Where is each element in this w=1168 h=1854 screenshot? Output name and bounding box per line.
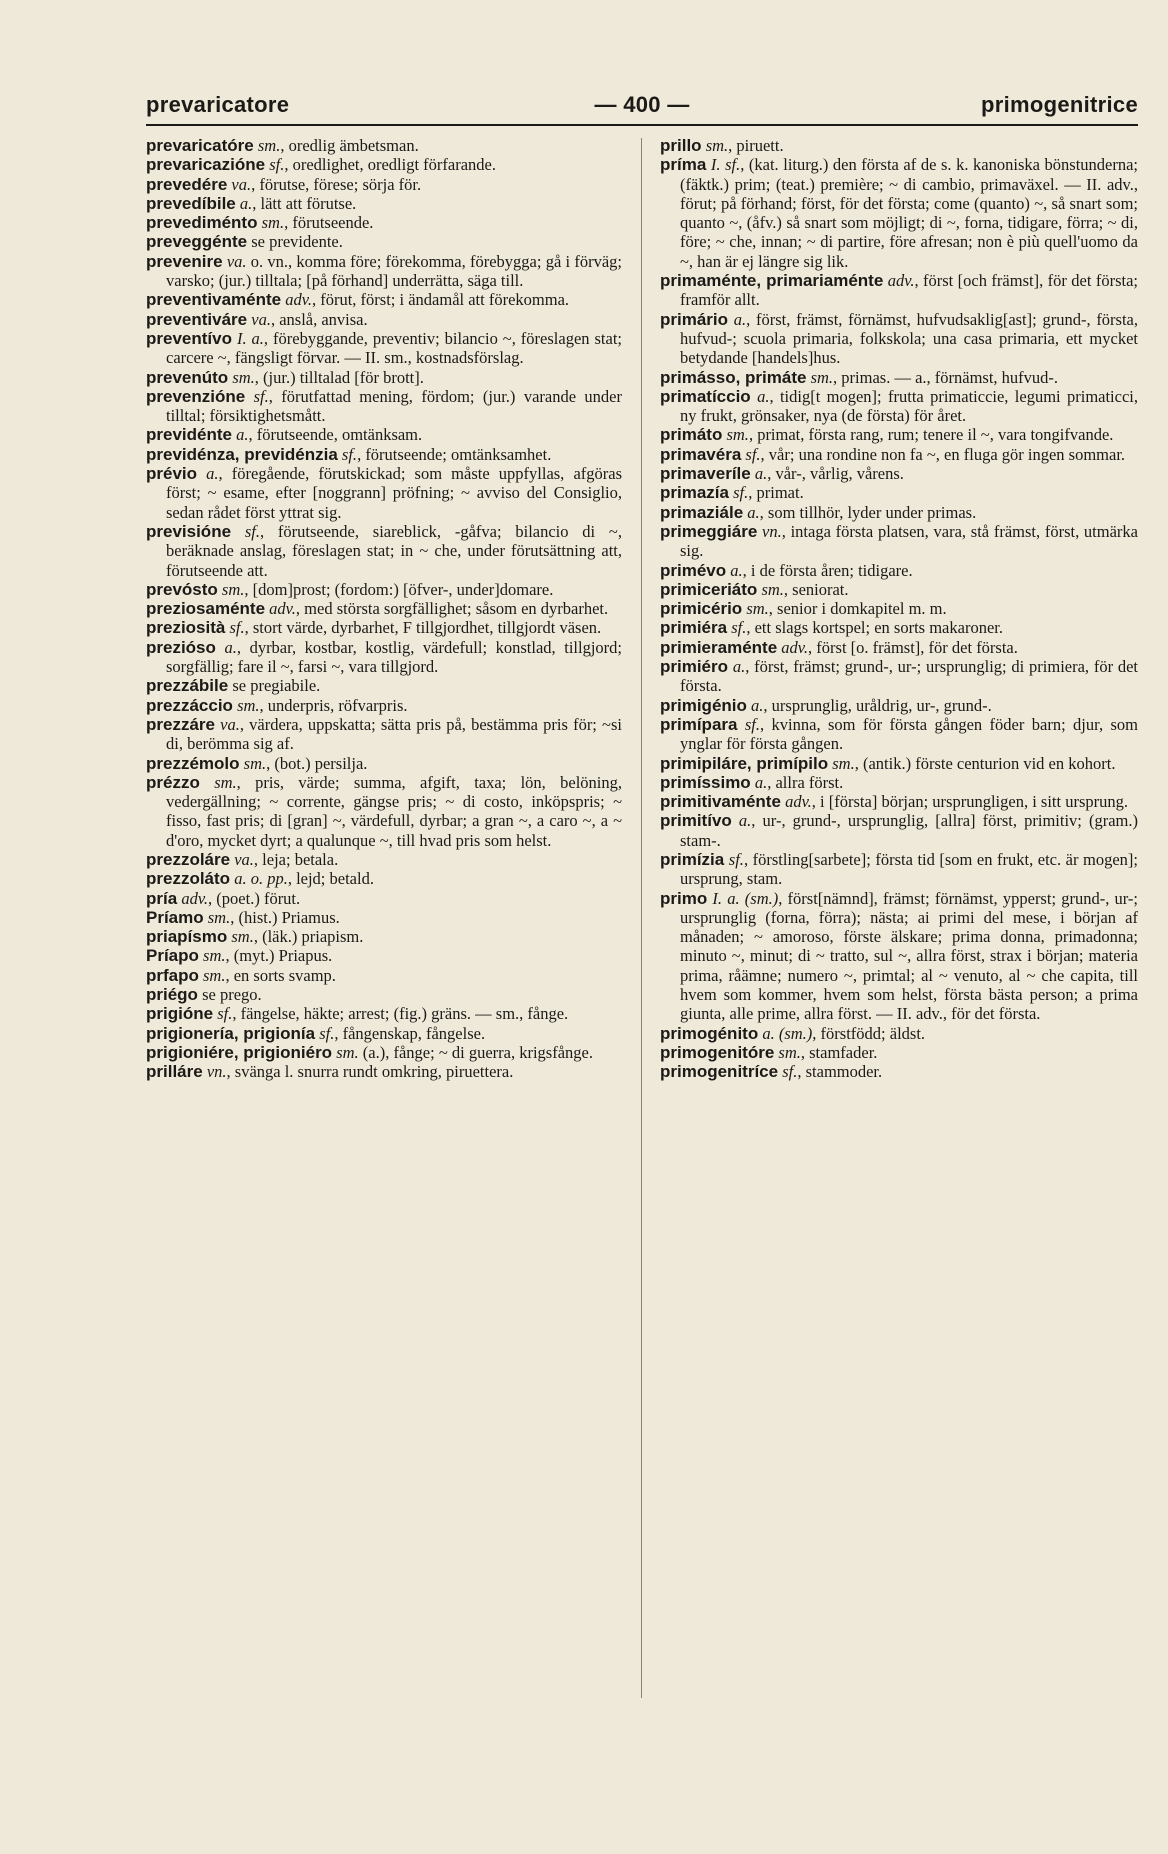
grammar-label: va.: [251, 309, 271, 329]
headword: primévo: [660, 560, 727, 580]
definition-text: , förutseende, omtänksam.: [248, 425, 423, 445]
left-column: [146, 136, 622, 1082]
headword: primásso, primáte: [660, 367, 807, 387]
definition-text: , seniorat.: [783, 579, 849, 599]
definition-text: , (poet.) förut.: [208, 888, 301, 908]
definition-text: , föregående, förutskickad; som måste uppfyllas, afgöras först; ~ esame, efter [noggrann] pröfning; ~ avviso del Consiglio, sedan rådet först yttrat sig.: [166, 464, 622, 522]
dictionary-entry: [146, 638, 622, 677]
dictionary-entry: [660, 1043, 1138, 1062]
grammar-label: a.: [738, 811, 752, 831]
definition-text: , först [o. främst], för det första.: [808, 637, 1018, 657]
dictionary-entry: [146, 522, 622, 580]
definition-text: , svänga l. snurra rundt omkring, piruettera.: [226, 1062, 514, 1082]
definition-text: , (läk.) priapism.: [253, 927, 364, 947]
grammar-label: sm.: [237, 695, 260, 715]
grammar-label: sm.: [832, 753, 855, 773]
headword: preziosità: [146, 618, 226, 638]
definition-text: , först[nämnd], främst; förnämst, ypperst; grund-, ur-; ursprunglig (forna, förra); nästa; ai primi del mese, i början af månaden; ~ amoroso, förste älskare; prima donna, primadonna; minuto ~, minut; di ~ tratto, sul ~, allra först, strax i början; materia prima, råämne; numero ~, primtal; al ~ venuto, al ~ che capita, till hvem som kommer, hvem som helst, första bästa person; a prima giunta, alle prime, allra först. — II. adv., för det första.: [680, 888, 1138, 1024]
dictionary-entry: [660, 696, 1138, 715]
grammar-label: adv.: [181, 888, 209, 908]
grammar-label: a.: [754, 464, 768, 484]
dictionary-entry: [146, 908, 622, 927]
dictionary-entry: [146, 155, 622, 174]
headword: previdénte: [146, 425, 232, 445]
grammar-label: a.: [206, 464, 219, 484]
definition-text: , [dom]prost; (fordom:) [öfver-, under]domare.: [244, 579, 554, 599]
definition-text: , som tillhör, lyder under primas.: [759, 502, 977, 522]
headword: primaveríle: [660, 464, 751, 484]
headword: primiceriáto: [660, 579, 758, 599]
definition-text: , i [första] början; ursprungligen, i sitt ursprung.: [811, 792, 1128, 812]
grammar-label: adv.: [781, 637, 809, 657]
dictionary-entry: [146, 213, 622, 232]
grammar-label: sm.: [243, 753, 267, 773]
dictionary-entry: [146, 1024, 622, 1043]
headword: preventiváre: [146, 309, 248, 329]
definition-text: , förutseende.: [284, 213, 374, 233]
grammar-label: vn.: [206, 1062, 227, 1082]
grammar-label: adv.: [285, 290, 312, 310]
headword: primipiláre, primípilo: [660, 753, 829, 773]
dictionary-entry: [146, 290, 622, 309]
dictionary-entry: [146, 618, 622, 637]
headword: previsióne: [146, 521, 232, 541]
dictionary-entry: [660, 503, 1138, 522]
definition-text: , fångenskap, fångelse.: [334, 1023, 486, 1043]
dictionary-entry: [660, 387, 1138, 426]
header-left-catchword: prevaricatore: [146, 92, 290, 117]
grammar-label: a.: [224, 637, 237, 657]
headword: primário: [660, 309, 729, 329]
definition-text: , (myt.) Priapus.: [225, 946, 333, 966]
dictionary-entry: [660, 657, 1138, 696]
dictionary-entry: [660, 271, 1138, 310]
dictionary-entry: [146, 1043, 622, 1062]
grammar-label: sm.: [221, 579, 245, 599]
definition-text: , anslå, anvisa.: [270, 309, 368, 329]
grammar-label: sm.: [203, 946, 226, 966]
headword: prigioniére, prigioniéro: [146, 1042, 333, 1062]
headword: prézzo: [146, 772, 200, 792]
dictionary-entry: [660, 136, 1138, 155]
page-number: — 400 —: [594, 92, 690, 117]
headword: priapísmo: [146, 927, 228, 947]
grammar-label: a.: [239, 193, 253, 213]
headword: prevedére: [146, 174, 228, 194]
headword: prigionería, prigionía: [146, 1023, 316, 1043]
headword: prevediménto: [146, 213, 258, 233]
dictionary-entry: [146, 445, 622, 464]
grammar-label: a.: [730, 560, 743, 580]
definition-text: , dyrbar, kostbar, kostlig, värdefull; konstlad, tillgjord; sorgfällig; fare il ~, farsi ~, vara tillgjord.: [166, 637, 622, 677]
dictionary-entry: [660, 580, 1138, 599]
dictionary-entry: [146, 310, 622, 329]
grammar-label: a.: [732, 657, 746, 677]
definition-text: , med största sorgfällighet; såsom en dyrbarhet.: [295, 599, 609, 619]
grammar-label: sf.: [728, 849, 744, 869]
grammar-label: a.: [747, 502, 760, 522]
headword: prezzáre: [146, 714, 215, 734]
grammar-label: a.: [757, 386, 770, 406]
dictionary-entry: [146, 329, 622, 368]
dictionary-entry: [146, 715, 622, 754]
dictionary-entry: [660, 1062, 1138, 1081]
headword: primogénito: [660, 1023, 759, 1043]
grammar-label: vn.: [762, 521, 782, 541]
headword: prevedíbile: [146, 193, 236, 213]
dictionary-entry: [146, 368, 622, 387]
dictionary-entry: [146, 889, 622, 908]
grammar-label: I. a.: [236, 328, 264, 348]
headword: prezzoláto: [146, 869, 231, 889]
grammar-label: adv.: [887, 271, 915, 291]
headword: primogenitóre: [660, 1042, 775, 1062]
grammar-label: sf.: [244, 521, 260, 541]
headword: prezzémolo: [146, 753, 240, 773]
dictionary-entry: [660, 754, 1138, 773]
headword: primípara: [660, 714, 738, 734]
definition-text: , stammoder.: [797, 1062, 883, 1082]
dictionary-entry: [660, 850, 1138, 889]
headword: primavéra: [660, 444, 742, 464]
dictionary-entry: [660, 773, 1138, 792]
headword: prevenire: [146, 251, 223, 271]
definition-text: , primat, första rang, rum; tenere il ~, vara tongifvande.: [748, 425, 1114, 445]
grammar-label: sm.: [726, 425, 749, 445]
definition-text: , värdera, uppskatta; sätta pris på, bestämma pris för; ~si di, berömma sig af.: [166, 714, 622, 754]
grammar-label: sf.: [733, 483, 749, 503]
headword: primicério: [660, 599, 743, 619]
headword: prezióso: [146, 637, 216, 657]
definition-text: , i de första åren; tidigare.: [742, 560, 913, 580]
grammar-label: sf.: [319, 1023, 335, 1043]
grammar-label: sm.: [746, 599, 769, 619]
definition-text: , oredlighet, oredligt förfarande.: [284, 155, 496, 175]
headword: primazía: [660, 483, 729, 503]
grammar-label: sm.: [231, 927, 254, 947]
headword: prévio: [146, 464, 198, 484]
dictionary-entry: [146, 696, 622, 715]
dictionary-entry: [146, 985, 622, 1004]
definition-text: , vår; una rondine non fa ~, en fluga gör ingen sommar.: [760, 444, 1126, 464]
definition-text: , (antik.) förste centurion vid en kohort.: [854, 753, 1116, 773]
dictionary-entry: [660, 445, 1138, 464]
dictionary-entry: [660, 155, 1138, 271]
dictionary-entry: [660, 368, 1138, 387]
definition-text: , ursprunglig, uråldrig, ur-, grund-.: [763, 695, 992, 715]
dictionary-entry: [146, 1004, 622, 1023]
grammar-label: a.: [754, 772, 768, 792]
definition-text: o. vn., komma före; förekomma, förebygga; gå i förväg; varsko; (jur.) tilltala; [på förhand] underrätta, säga till.: [166, 251, 623, 291]
definition-text: , stort värde, dyrbarhet, F tillgjordhet, tillgjordt väsen.: [244, 618, 602, 638]
headword: primiéro: [660, 657, 729, 677]
definition-text: , (hist.) Priamus.: [230, 907, 340, 927]
dictionary-entry: [660, 889, 1138, 1024]
definition-text: , piruett.: [728, 136, 784, 155]
dictionary-entry: [146, 773, 622, 850]
headword: primatíccio: [660, 386, 751, 406]
headword: primieraménte: [660, 637, 778, 657]
definition-text: , allra först.: [767, 772, 844, 792]
headword: preveggénte: [146, 232, 248, 252]
definition-text: , leja; betala.: [253, 849, 339, 869]
headword: primitivaménte: [660, 792, 781, 812]
dictionary-entry: [660, 618, 1138, 637]
definition-text: , förutseende, siareblick, -gåfva; bilancio di ~, beräknade anslag, föreslagen stat; in ~ che, under förutsättning att, förutseende att.: [166, 521, 622, 580]
grammar-label: a.: [733, 309, 747, 329]
grammar-label: adv.: [785, 792, 812, 812]
definition-text: se previdente.: [247, 232, 343, 252]
headword: previdénza, previdénzia: [146, 444, 338, 464]
definition-text: , förut, först; i ändamål att förekomma.: [311, 290, 570, 310]
headword: prevósto: [146, 579, 218, 599]
dictionary-entry: [146, 387, 622, 426]
definition-text: , förebyggande, preventiv; bilancio ~, föreslagen stat; carcere ~, fängsligt förvar. — II. sm., kostnadsförslag.: [166, 328, 622, 368]
grammar-label: sf.: [745, 444, 761, 464]
grammar-label: sm.: [810, 367, 834, 387]
grammar-label: a.: [751, 695, 764, 715]
dictionary-entry: [660, 483, 1138, 502]
headword: prilláre: [146, 1062, 203, 1082]
dictionary-entry: [146, 1062, 622, 1081]
headword: prezzoláre: [146, 849, 231, 869]
headword: prevenzióne: [146, 386, 246, 406]
headword: príma: [660, 155, 707, 175]
definition-text: , underpris, röfvarpris.: [259, 695, 408, 715]
grammar-label: I. sf.: [710, 155, 741, 175]
headword: primiéra: [660, 618, 728, 638]
header-rule: [146, 124, 1138, 126]
definition-text: , oredlig ämbetsman.: [280, 136, 419, 155]
dictionary-entry: [660, 599, 1138, 618]
dictionary-entry: [660, 425, 1138, 444]
grammar-label: sm.: [257, 136, 281, 155]
column-divider: [641, 138, 642, 1698]
dictionary-entry: [146, 966, 622, 985]
definition-text: , ett slags kortspel; en sorts makaroner.: [746, 618, 1003, 638]
headword: primíssimo: [660, 772, 751, 792]
definition-text: , pris, värde; summa, afgift, taxa; lön, belöning, vedergällning; ~ corrente, gängse pris; ~ di costo, inköpspris; ~ fisso, fast pris; di [gran] ~, värdefull, dyrbar; a gran ~, a caro ~, a ~ d'oro, mycket dyrt; a qualunque ~, till hvad pris som helst.: [166, 772, 623, 850]
definition-text: , (jur.) tilltalad [för brott].: [254, 367, 424, 387]
grammar-label: adv.: [269, 599, 296, 619]
headword: prevenúto: [146, 367, 229, 387]
grammar-label: sf.: [744, 714, 761, 734]
headword: prigióne: [146, 1004, 214, 1024]
headword: primogenitríce: [660, 1062, 779, 1082]
dictionary-entry: [660, 638, 1138, 657]
definition-text: , senior i domkapitel m. m.: [768, 599, 947, 619]
headword: preventívo: [146, 328, 232, 348]
headword: primigénio: [660, 695, 747, 715]
headword: pría: [146, 888, 178, 908]
headword: prfapo: [146, 965, 199, 985]
definition-text: , förutfattad mening, fördom; (jur.) varande under tilltal; försiktighetsmått.: [166, 386, 622, 426]
grammar-label: sf.: [253, 386, 269, 406]
definition-text: (a.), fånge; ~ di guerra, krigsfånge.: [358, 1042, 593, 1062]
dictionary-entry: [146, 232, 622, 251]
definition-text: , lätt att förutse.: [252, 193, 357, 213]
headword: prevaricatóre: [146, 136, 254, 155]
dictionary-entry: [146, 869, 622, 888]
headword: prillo: [660, 136, 702, 155]
headword: primízia: [660, 849, 725, 869]
grammar-label: I. a. (sm.): [712, 888, 779, 908]
grammar-label: sm.: [778, 1042, 801, 1062]
headword: prezzábile: [146, 676, 229, 696]
definition-text: , förutseende; omtänksamhet.: [357, 444, 552, 464]
grammar-label: va.: [234, 849, 254, 869]
grammar-label: sf.: [782, 1062, 798, 1082]
definition-text: , först, främst; grund-, ur-; ursprunglig; di primiera, för det första.: [680, 657, 1139, 696]
headword: primáto: [660, 425, 723, 445]
definition-text: se prego.: [197, 985, 262, 1005]
definition-text: , tidig[t mogen]; frutta primaticcie, legumi primaticci, ny frukt, grönsaker, nya (de första) för året.: [680, 386, 1138, 426]
definition-text: , stamfader.: [800, 1042, 878, 1062]
dictionary-entry: [146, 425, 622, 444]
headword: preventivaménte: [146, 290, 282, 310]
definition-text: , intaga första platsen, vara, stå främst, först, utmärka sig.: [680, 521, 1138, 561]
dictionary-entry: [146, 927, 622, 946]
grammar-label: sf.: [217, 1004, 233, 1024]
definition-text: , först, främst, förnämst, hufvudsaklig[ast]; grund-, första, hufvud-; scuola primaria, folkskola; una casa primaria, ett mycket betydande [handels]hus.: [680, 309, 1139, 368]
headword: primo: [660, 888, 708, 908]
headword: primeggiáre: [660, 521, 758, 541]
headword: priégo: [146, 985, 198, 1005]
dictionary-entry: [660, 561, 1138, 580]
grammar-label: sm.: [232, 367, 255, 387]
grammar-label: sm.: [336, 1042, 359, 1062]
dictionary-entry: [660, 464, 1138, 483]
grammar-label: sm.: [214, 772, 237, 792]
grammar-label: sf.: [341, 444, 358, 464]
definition-text: , kvinna, som för första gången föder barn; djur, som ynglar för första gången.: [680, 714, 1138, 754]
dictionary-entry: [660, 715, 1138, 754]
definition-text: , ur-, grund-, ursprunglig, [allra] först, primitiv; (gram.) stam-.: [680, 811, 1139, 850]
grammar-label: sf.: [269, 155, 285, 175]
definition-text: se pregiabile.: [228, 676, 321, 696]
headword: prezzáccio: [146, 695, 233, 715]
definition-text: , (bot.) persilja.: [266, 753, 368, 773]
definition-text: , förstfödd; äldst.: [812, 1023, 926, 1043]
running-head: [146, 92, 1138, 128]
grammar-label: sf.: [229, 618, 245, 638]
definition-text: , (kat. liturg.) den första af de s. k. kanoniska bönstunderna; (fäktk.) prim; (teat.) première; ~ di cambio, primaväxel. — II. adv., förut; på förhand; först, för det första; come (quanto) ~, så snart som; quanto ~, (åfv.) så snart som möjligt; di ~, forna, tidigare, förra; ~ di, före; ~ che, innan; ~ di partire, före afresan; non è più quell'uomo da ~, han är ej längre sig lik.: [680, 155, 1139, 271]
grammar-label: sm.: [261, 213, 285, 233]
headword: Príapo: [146, 946, 199, 966]
headword: Príamo: [146, 907, 204, 927]
dictionary-entry: [146, 194, 622, 213]
dictionary-entry: [660, 522, 1138, 561]
definition-text: , en sorts svamp.: [225, 965, 336, 985]
dictionary-entry: [146, 464, 622, 522]
dictionary-entry: [146, 676, 622, 695]
grammar-label: a. (sm.): [762, 1023, 813, 1043]
headword: primaziále: [660, 502, 744, 522]
grammar-label: sm.: [203, 965, 226, 985]
dictionary-entry: [660, 811, 1138, 850]
grammar-label: a.: [236, 425, 249, 445]
dictionary-entry: [146, 754, 622, 773]
definition-text: , först [och främst], för det första; framför allt.: [680, 271, 1139, 310]
headword: preziosaménte: [146, 599, 266, 619]
grammar-label: va.: [220, 714, 240, 734]
grammar-label: a. o. pp.: [234, 869, 288, 889]
grammar-label: va.: [231, 174, 252, 194]
dictionary-entry: [660, 1024, 1138, 1043]
dictionary-entry: [146, 599, 622, 618]
headword: prevaricazióne: [146, 155, 266, 175]
dictionary-entry: [146, 850, 622, 869]
grammar-label: sm.: [761, 579, 784, 599]
definition-text: , fängelse, häkte; arrest; (fig.) gräns. — sm., fånge.: [232, 1004, 569, 1024]
definition-text: , primat.: [748, 483, 804, 503]
right-column: [660, 136, 1138, 1082]
header-right-catchword: primogenitrice: [980, 92, 1138, 117]
headword: primitívo: [660, 811, 732, 831]
dictionary-entry: [660, 792, 1138, 811]
dictionary-entry: [146, 946, 622, 965]
definition-text: , vår-, vårlig, vårens.: [767, 464, 904, 484]
dictionary-entry: [146, 252, 622, 291]
definition-text: , primas. — a., förnämst, hufvud-.: [833, 367, 1059, 387]
grammar-label: sm.: [207, 907, 231, 927]
definition-text: , förutse, förese; sörja för.: [251, 174, 422, 194]
dictionary-entry: [146, 136, 622, 155]
dictionary-entry: [146, 175, 622, 194]
grammar-label: sf.: [731, 618, 747, 638]
dictionary-entry: [146, 580, 622, 599]
dictionary-entry: [660, 310, 1138, 368]
grammar-label: va.: [226, 251, 247, 271]
definition-text: , förstling[sarbete]; första tid [som en frukt, etc. är mogen]; ursprung, stam.: [680, 849, 1138, 889]
definition-text: , lejd; betald.: [287, 869, 374, 889]
grammar-label: sm.: [705, 136, 729, 155]
headword: primaménte, primariaménte: [660, 271, 884, 291]
